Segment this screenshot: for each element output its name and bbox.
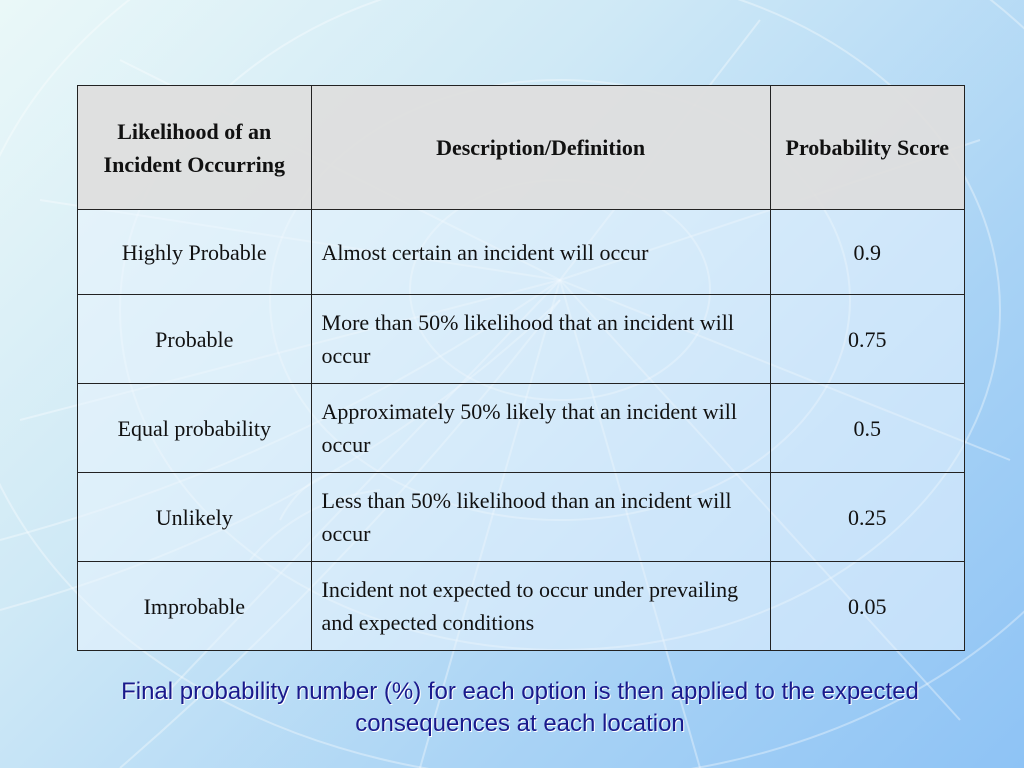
- table-row: [78, 562, 965, 651]
- table-row: [78, 384, 965, 473]
- probability-table: [77, 85, 965, 651]
- likelihood-cell: Equal probability: [78, 384, 312, 473]
- header-description: Description/Definition: [311, 86, 770, 210]
- table-header-row: [78, 86, 965, 210]
- likelihood-cell: Improbable: [78, 562, 312, 651]
- score-cell: 0.9: [770, 210, 964, 295]
- description-cell: Less than 50% likelihood than an incident will occur: [311, 473, 770, 562]
- header-likelihood: Likelihood of an Incident Occurring: [78, 86, 312, 210]
- header-score: Probability Score: [770, 86, 964, 210]
- score-cell: 0.25: [770, 473, 964, 562]
- footnote-text: Final probability number (%) for each option is then applied to the expected consequences at each location: [121, 678, 919, 737]
- likelihood-cell: Probable: [78, 295, 312, 384]
- table-row: [78, 473, 965, 562]
- description-cell: Almost certain an incident will occur: [311, 210, 770, 295]
- likelihood-cell: Unlikely: [78, 473, 312, 562]
- likelihood-cell: Highly Probable: [78, 210, 312, 295]
- table-row: [78, 295, 965, 384]
- score-cell: 0.75: [770, 295, 964, 384]
- description-cell: Incident not expected to occur under prevailing and expected conditions: [311, 562, 770, 651]
- description-cell: Approximately 50% likely that an incident will occur: [311, 384, 770, 473]
- description-cell: More than 50% likelihood that an incident will occur: [311, 295, 770, 384]
- score-cell: 0.5: [770, 384, 964, 473]
- table-row: [78, 210, 965, 295]
- score-cell: 0.05: [770, 562, 964, 651]
